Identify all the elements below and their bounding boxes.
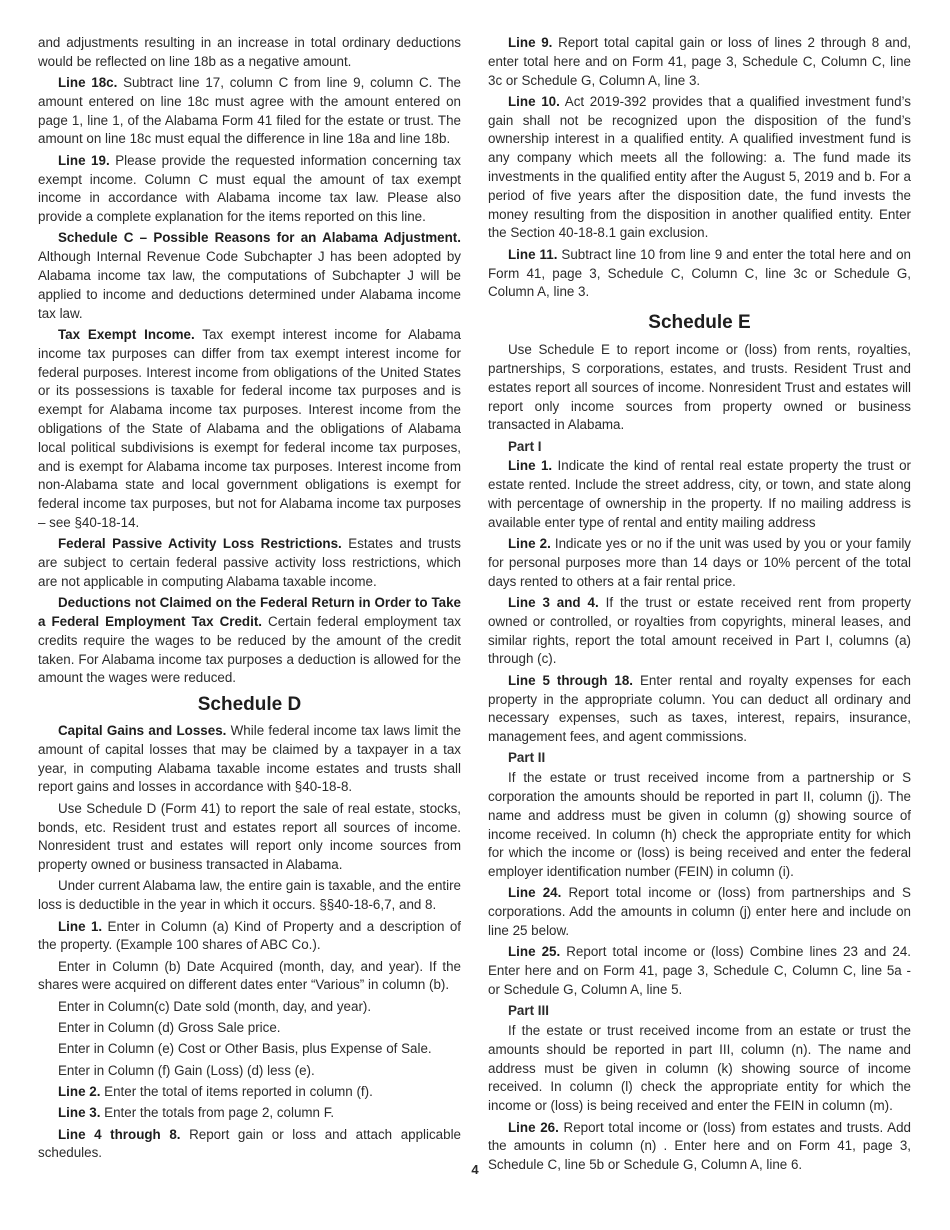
paragraph-employment-credit: Deductions not Claimed on the Federal Return in Order to Take a Federal Employment Tax Credit. Certain federal employment tax credits require the wages to be reduced by the amount of the credit taken. For Alabama income tax purposes a deduction is allowed for the amount the wages were reduced. [38,595,462,686]
paragraph-e-line-25: Line 25. Report total income or (loss) Combine lines 23 and 24. Enter here and on Form 41, page 3, Schedule C, Column C, line 5a - or Schedule G, Column A, line 5. [488,944,911,997]
paragraph-e-line-26: Line 26. Report total income or (loss) from estates and trusts. Add the amounts in column (n) . Enter here and on Form 41, page 3, Schedule C, line 5b or Schedule G, Column A, line 6. [488,1119,911,1173]
paragraph-d-line-4-8: Line 4 through 8. Report gain or loss and attach applicable schedules. [38,1126,461,1161]
paragraph-alabama-law: Under current Alabama law, the entire gain is taxable, and the entire loss is deductible in the year in which it occurs. §§40-18-6,7, and 8. [38,878,461,913]
paragraph-continued: and adjustments resulting in an increase in total ordinary deductions would be reflected on line 18b as a negative amount. [38,35,461,69]
paragraph-line-18c: Line 18c. Subtract line 17, column C from line 9, column C. The amount entered on line 18c must agree with the amount entered on page 1, line 1, of the Alabama Form 41 filed for the estate or trust. The amount on line 18c must equal the difference in line 18a and line 18b. [38,75,461,147]
paragraph-e-line-1: Line 1. Indicate the kind of rental real estate property the trust or estate rented. Include the street address, city, or town, and state along with percentage of ownership in the property. If no mailing address is available enter type of rental and entity mailing address [488,458,911,530]
paragraph-part-3-body: If the estate or trust received income from an estate or trust the amounts should be reported in part III, column (n). The name and address must be given in column (k) showing source of income received. In column (l) check the appropriate entity for which the income or (loss) is being received and enter the FEIN in column (m). [488,1023,911,1114]
paragraph-d-line-11: Line 11. Subtract line 10 from line 9 and enter the total here and on Form 41, page 3, Schedule C, Column C, line 3c or Schedule G, Column A, line 3. [488,246,912,300]
paragraph-schedule-c-reasons: Schedule C – Possible Reasons for an Alabama Adjustment. Although Internal Revenue Code Subchapter J has been adopted by Alabama income tax law, the computations of Subchapter J will be applied to income and deductions determined under Alabama income tax law. [38,230,461,321]
paragraph-d-line-1: Line 1. Enter in Column (a) Kind of Property and a description of the property. (Example 100 shares of ABC Co.). [38,918,461,953]
page-number: 4 [471,1162,479,1177]
heading-part-2: Part II [508,750,546,766]
paragraph-column-c: Enter in Column(c) Date sold (month, day, and year). [58,998,372,1014]
paragraph-capital-gains: Capital Gains and Losses. While federal income tax laws limit the amount of capital losses that may be claimed by a taxpayer in a tax year, in computing Alabama taxable income estates and trusts shall report gains and losses in accordance with §40-18-8. [38,723,461,795]
paragraph-d-line-2: Line 2. Enter the total of items reported in column (f). [58,1083,373,1099]
paragraph-column-d: Enter in Column (d) Gross Sale price. [58,1020,281,1036]
paragraph-column-e: Enter in Column (e) Cost or Other Basis, plus Expense of Sale. [58,1041,432,1057]
paragraph-part-2-body: If the estate or trust received income from a partnership or S corporation the amounts should be reported in part II, column (j). The name and address must be given in column (g) showing source of income received. In column (h) check the appropriate entity for which for which the income or (loss) is being received and enter the federal employer identification number (FEIN) in column (i). [488,770,911,880]
paragraph-schedule-e-use: Use Schedule E to report income or (loss) from rents, royalties, partnerships, S corporations, estates, and trusts. Resident Trust and estates report all sources of income. Nonresident Trust and estates will report only income sources from property owned or business transacted in Alabama. [488,342,911,433]
heading-schedule-d: Schedule D [197,694,302,716]
paragraph-line-19: Line 19. Please provide the requested information concerning tax exempt income. Column C must equal the amount of tax exempt income in accordance with Alabama income tax law. Please also provide a complete explanation for the items reported on this line. [38,152,461,225]
paragraph-d-line-9: Line 9. Report total capital gain or loss of lines 2 through 8 and, enter total here and on Form 41, page 3, Schedule C, Column C, line 3c or Schedule G, Column A, line 3. [488,35,911,88]
paragraph-d-line-3: Line 3. Enter the totals from page 2, column F. [58,1105,335,1121]
paragraph-e-line-2: Line 2. Indicate yes or no if the unit was used by you or your family for personal purposes more than 14 days or 10% percent of the total days rented to others at a fair rental price. [488,536,912,589]
paragraph-d-line-10: Line 10. Act 2019-392 provides that a qualified investment fund’s gain shall not be recognized upon the disposition of the fund’s ownership interest in a qualified entity. A qualified investment fund is any company which meets all the following: a. The fund made its investments in the qualified entity after the August 5, 2019 and b. For a period of five years after the disposition date, the fund invests the money resulting from the disposition in another qualified entity. Enter the Section 40-18-8.1 gain exclusion. [488,93,911,241]
paragraph-schedule-d-use: Use Schedule D (Form 41) to report the sale of real estate, stocks, bonds, etc. Resident trust and estates report all sources of income. Nonresident trust and estates will report only income sources from property owned or business transacted in Alabama. [38,800,461,873]
paragraph-e-line-3-4: Line 3 and 4. If the trust or estate received rent from property owned or controlled, or royalties from copyrights, mineral leases, and similar rights, report the total amount received in Part I, columns (a) through (c). [488,595,912,667]
paragraph-e-line-5-18: Line 5 through 18. Enter rental and royalty expenses for each property in the appropriate column. You can deduct all ordinary and necessary expenses, such as taxes, interest, repairs, insurance, management fees, and agent commissions. [488,672,911,745]
paragraph-passive-activity: Federal Passive Activity Loss Restrictions. Estates and trusts are subject to certain federal passive activity loss restrictions, which are not applicable in computing Alabama taxable income. [38,536,462,589]
paragraph-column-f: Enter in Column (f) Gain (Loss) (d) less (e). [58,1062,315,1078]
paragraph-tax-exempt-income: Tax Exempt Income. Tax exempt interest income for Alabama income tax purposes can differ from tax exempt interest income for federal purposes. Interest income from obligations of the United States or its possessions is taxable for federal income tax purposes and is exempt for Alabama income tax purposes. Interest income from the obligations of the State of Alabama and the obligations of Alabama local political subdivisions is exempt for federal income tax purposes, and is exempt for Alabama income tax purposes. Interest income from non-Alabama state and local government obligations is exempt for federal income tax purposes, but not for Alabama income tax purposes – see §40-18-14. [38,326,461,530]
right-column [488,34,911,1177]
left-column [38,34,461,1166]
paragraph-e-line-24: Line 24. Report total income or (loss) from partnerships and S corporations. Add the amounts in column (j) enter here and include on line 25 below. [488,885,911,939]
heading-part-3: Part III [508,1003,549,1019]
heading-schedule-e: Schedule E [648,312,751,334]
heading-part-1: Part I [508,438,542,454]
paragraph-column-b: Enter in Column (b) Date Acquired (month, day, and year). If the shares were acquired on different dates enter “Various” in column (b). [38,958,461,993]
